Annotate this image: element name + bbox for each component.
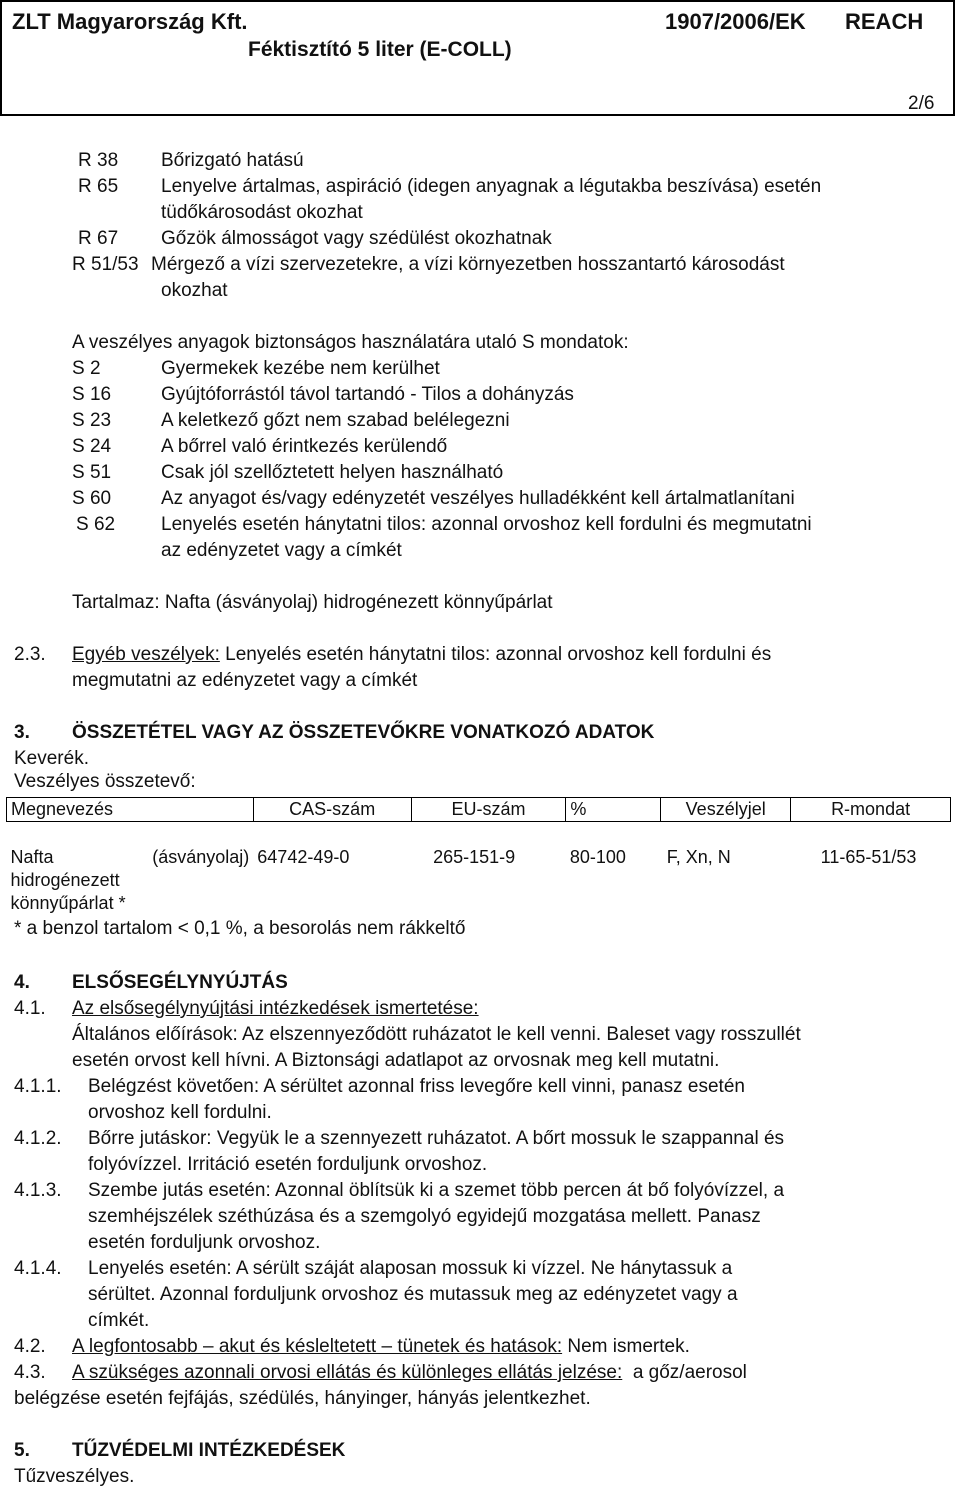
- r-code: R 65: [78, 176, 119, 197]
- s-code: S 2: [72, 358, 101, 379]
- s-text-continued: az edényzetet vagy a címkét: [161, 540, 402, 561]
- column-header: Megnevezés: [7, 798, 254, 822]
- reach-label: REACH: [845, 9, 924, 34]
- s-code: S 62: [76, 514, 116, 535]
- section-4-1-1-text: orvoshoz kell fordulni.: [88, 1102, 272, 1123]
- section-4-3-number: 4.3.: [14, 1362, 46, 1383]
- r-code: R 67: [78, 228, 119, 249]
- r-text: Gőzök álmosságot vagy szédülést okozhatnak: [161, 228, 552, 249]
- section-4-2-label: A legfontosabb – akut és késleltetett – tünetek és hatások:: [72, 1336, 563, 1357]
- r-text-continued: tüdőkárosodást okozhat: [161, 202, 363, 223]
- section-4-1-3-text: Szembe jutás esetén: Azonnal öblítsük ki a szemet több percen át bő folyóvízzel, a: [88, 1180, 785, 1201]
- section-4-1-4-text: Lenyelés esetén: A sérült száját alaposan mossuk ki vízzel. Ne hánytassuk a: [88, 1258, 733, 1279]
- section-4-1-1-number: 4.1.1.: [14, 1076, 62, 1097]
- section-4-1-4-number: 4.1.4.: [14, 1258, 62, 1279]
- page-number: 2/6: [908, 93, 935, 114]
- composition-table: [6, 797, 951, 915]
- section-2-3-label: Egyéb veszélyek:: [72, 644, 220, 665]
- company-name: ZLT Magyarország Kft.: [12, 9, 248, 34]
- component-name-part: Nafta: [10, 846, 54, 867]
- eu-number: 265-151-9: [433, 846, 516, 867]
- column-header: R-mondat: [791, 798, 951, 822]
- section-4-1-3-number: 4.1.3.: [14, 1180, 62, 1201]
- regulation-number: 1907/2006/EK: [665, 9, 806, 34]
- table-row: [7, 844, 951, 915]
- section-4-1-1-text: Belégzést követően: A sérültet azonnal friss levegőre kell vinni, panasz esetén: [88, 1076, 745, 1097]
- section-4-1-number: 4.1.: [14, 998, 46, 1019]
- section-4-1-text: esetén orvost kell hívni. A Biztonsági adatlapot az orvosnak meg kell mutatni.: [72, 1050, 720, 1071]
- product-name: Féktisztító 5 liter (E-COLL): [248, 38, 512, 61]
- component-name: [7, 844, 254, 915]
- r-code: R 38: [78, 150, 119, 171]
- r-code: R 51/53: [72, 254, 139, 275]
- s-code: S 23: [72, 410, 112, 431]
- section-4-3-text: [72, 1362, 747, 1384]
- r-text: Bőrizgató hatású: [161, 150, 304, 171]
- r-text: Lenyelve ártalmas, aspiráció (idegen anyagnak a légutakba beszívása) esetén: [161, 176, 822, 197]
- s-code: S 24: [72, 436, 112, 457]
- section-4-1-label: Az elsősegélynyújtási intézkedések ismertetése:: [72, 998, 479, 1019]
- document-header: [0, 0, 955, 116]
- section-4-2-body: Nem ismertek.: [562, 1336, 690, 1357]
- s-text: Csak jól szellőztetett helyen használható: [161, 462, 504, 483]
- section-4-1-2-number: 4.1.2.: [14, 1128, 62, 1149]
- section-4-3-continued: belégzése esetén fejfájás, szédülés, hányinger, hányás jelentkezhet.: [14, 1388, 591, 1409]
- section-5-text: Tűzveszélyes.: [14, 1466, 135, 1487]
- cas-number: 64742-49-0: [257, 846, 350, 867]
- section-4-number: 4.: [14, 972, 30, 993]
- s-text: Gyermekek kezébe nem kerülhet: [161, 358, 440, 379]
- column-header: %: [566, 798, 661, 822]
- s-code: S 16: [72, 384, 112, 405]
- s-text: Az anyagot és/vagy edényzetét veszélyes hulladékként kell ártalmatlanítani: [161, 488, 795, 509]
- component-name-part: hidrogénezett: [10, 869, 120, 890]
- section-4-3-label: A szükséges azonnali orvosi ellátás és különleges ellátás jelzése:: [72, 1362, 623, 1383]
- section-2-3-number: 2.3.: [14, 644, 46, 665]
- section-5-number: 5.: [14, 1440, 30, 1461]
- percentage: 80-100: [569, 846, 626, 867]
- section-4-title: ELSŐSEGÉLYNYÚJTÁS: [72, 972, 288, 993]
- s-code: S 60: [72, 488, 112, 509]
- section-4-1-2-text: Bőrre jutáskor: Vegyük le a szennyezett ruházatot. A bőrt mossuk le szappannal és: [88, 1128, 785, 1149]
- hazardous-component-label: Veszélyes összetevő:: [14, 771, 196, 792]
- s-text: Gyújtóforrástól távol tartandó - Tilos a dohányzás: [161, 384, 574, 405]
- section-4-1-2-text: folyóvízzel. Irritáció esetén forduljunk orvoshoz.: [88, 1154, 488, 1175]
- section-4-1-4-text: címkét.: [88, 1310, 150, 1331]
- section-4-1-3-text: szemhéjszélek széthúzása és a szemgolyó egyidejű mozgatása mellett. Panasz: [88, 1206, 761, 1227]
- section-4-1-text: Általános előírások: Az elszennyeződött ruházatot le kell venni. Baleset vagy rosszullét: [72, 1024, 801, 1045]
- section-2-3-body: Lenyelés esetén hánytatni tilos: azonnal orvoshoz kell fordulni és: [219, 644, 772, 665]
- section-4-2-text: [72, 1336, 690, 1358]
- table-footnote: * a benzol tartalom < 0,1 %, a besorolás nem rákkeltő: [14, 918, 466, 939]
- r-text-continued: okozhat: [161, 280, 228, 301]
- column-header: Veszélyjel: [661, 798, 791, 822]
- column-header: EU-szám: [411, 798, 566, 822]
- section-3-title: ÖSSZETÉTEL VAGY AZ ÖSSZETEVŐKRE VONATKOZÓ ADATOK: [72, 722, 655, 743]
- section-2-3-continued: megmutatni az edényzetet vagy a címkét: [72, 670, 418, 691]
- section-2-3-text: [72, 644, 771, 666]
- section-4-2-number: 4.2.: [14, 1336, 46, 1357]
- section-4-1-4-text: sérültet. Azonnal forduljunk orvoshoz és mutassuk meg az edényzetet vagy a: [88, 1284, 738, 1305]
- r-text: Mérgező a vízi szervezetekre, a vízi környezetben hosszantartó károsodást: [151, 254, 785, 275]
- s-text: A keletkező gőzt nem szabad belélegezni: [161, 410, 510, 431]
- contains-statement: Tartalmaz: Nafta (ásványolaj) hidrogénezett könnyűpárlat: [72, 592, 553, 613]
- r-phrase-codes: 11-65-51/53: [820, 846, 917, 867]
- hazard-symbol: F, Xn, N: [666, 846, 731, 867]
- mixture-label: Keverék.: [14, 748, 89, 769]
- component-name-part: (ásványolaj): [152, 846, 250, 867]
- s-text: Lenyelés esetén hánytatni tilos: azonnal orvoshoz kell fordulni és megmutatni: [161, 514, 812, 535]
- section-5-title: TŰZVÉDELMI INTÉZKEDÉSEK: [72, 1440, 346, 1461]
- section-3-number: 3.: [14, 722, 30, 743]
- s-code: S 51: [72, 462, 112, 483]
- component-name-part: könnyűpárlat *: [10, 892, 126, 913]
- section-4-1-3-text: esetén forduljunk orvoshoz.: [88, 1232, 321, 1253]
- column-header: CAS-szám: [253, 798, 411, 822]
- section-4-3-body: a gőz/aerosol: [622, 1362, 747, 1383]
- table-header-row: [7, 798, 951, 822]
- s-text: A bőrrel való érintkezés kerülendő: [161, 436, 448, 457]
- s-phrases-intro: A veszélyes anyagok biztonságos használatára utaló S mondatok:: [72, 332, 629, 353]
